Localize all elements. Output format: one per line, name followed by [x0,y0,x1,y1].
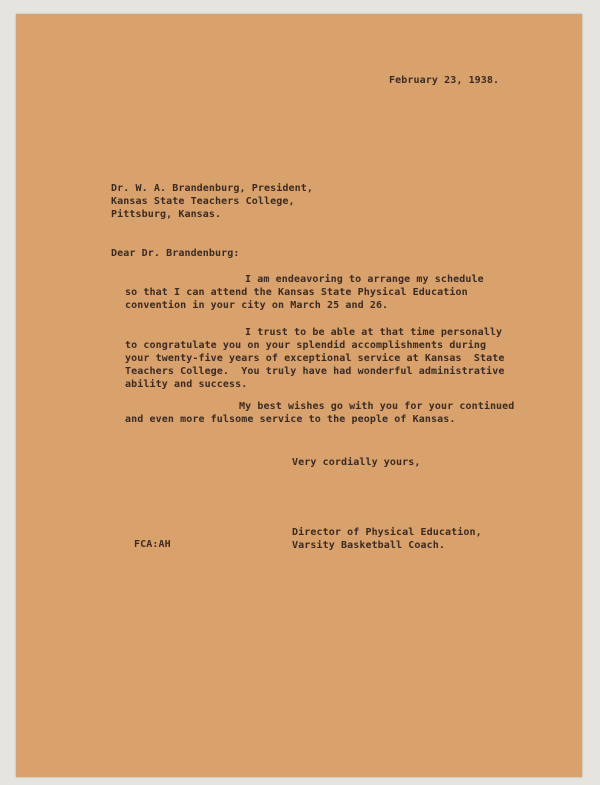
signature-title: Varsity Basketball Coach. [292,540,446,551]
signature-title: Director of Physical Education, [292,527,482,538]
paragraph-line: to congratulate you on your splendid accomplishments during [125,340,487,351]
paragraph-line: My best wishes go with you for your continued [239,401,515,412]
closing: Very cordially yours, [292,457,421,468]
paragraph-line: Teachers College. You truly have had wonderful administrative [125,366,505,377]
paragraph-line: and even more fulsome service to the people of Kansas. [125,414,456,425]
paragraph-line: your twenty-five years of exceptional service at Kansas State [125,353,505,364]
paragraph-line: convention in your city on March 25 and 26. [125,300,389,311]
paragraph-line: ability and success. [125,379,248,390]
paragraph-line: I trust to be able at that time personally [245,327,503,338]
recipient-line: Pittsburg, Kansas. [111,209,222,220]
salutation: Dear Dr. Brandenburg: [111,248,240,259]
reference-initials: FCA:AH [134,539,171,550]
paragraph-line: so that I can attend the Kansas State Physical Education [125,287,468,298]
letter-date: February 23, 1938. [389,75,500,86]
recipient-line: Kansas State Teachers College, [111,196,295,207]
letter-sheet [16,14,582,777]
recipient-line: Dr. W. A. Brandenburg, President, [111,183,313,194]
paragraph-line: I am endeavoring to arrange my schedule [245,274,484,285]
